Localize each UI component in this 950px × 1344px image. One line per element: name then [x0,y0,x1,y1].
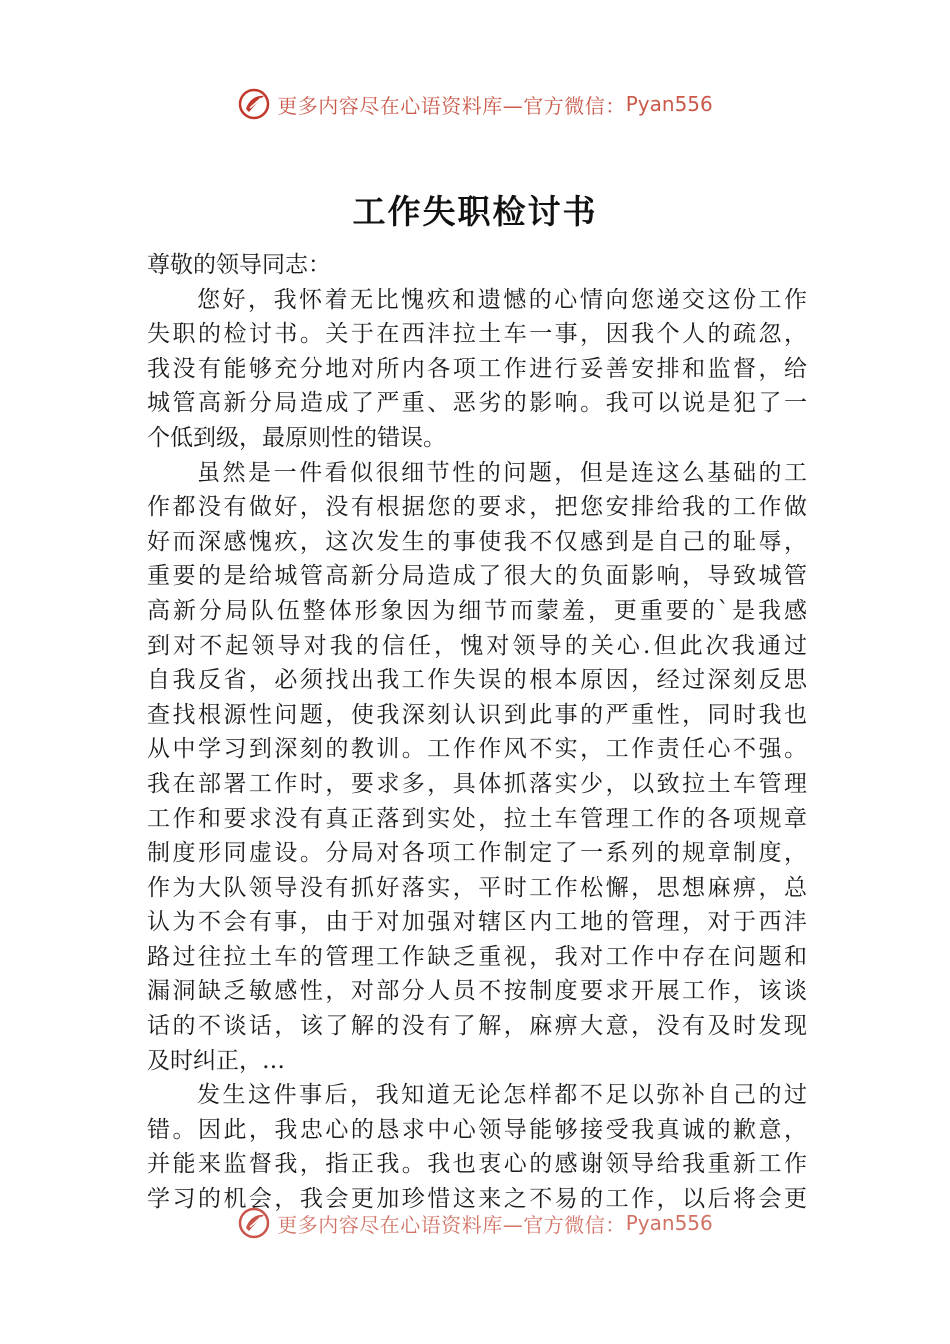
text-line: 查找根源性问题，使我深刻认识到此事的严重性，同时我也 [147,701,807,728]
watermark-text: 更多内容尽在心语资料库—官方微信： [277,93,626,118]
watermark-banner-top [0,84,950,124]
text-line: 我在部署工作时，要求多，具体抓落实少，以致拉土车管理 [147,770,807,797]
text-line: 学习的机会，我会更加珍惜这来之不易的工作，以后将会更 [147,1186,807,1213]
text-line: 您好，我怀着无比愧疚和遗憾的心情向您递交这份工作 [197,286,807,313]
brand-logo-icon [237,1206,271,1240]
text-line: 认为不会有事，由于对加强对辖区内工地的管理，对于西沣 [147,909,807,936]
text-line: 作都没有做好，没有根据您的要求，把您安排给我的工作做 [147,494,807,521]
salutation: 尊敬的领导同志： [147,252,331,278]
text-line: 个低到级，最原则性的错误。 [147,424,446,451]
document-title: 工作失职检讨书 [352,192,598,231]
text-line: 及时纠正，… [147,1047,285,1074]
brand-logo-icon [237,87,271,121]
text-line: 并能来监督我，指正我。我也衷心的感谢领导给我重新工作 [147,1151,807,1178]
text-line: 漏洞缺乏敏感性，对部分人员不按制度要求开展工作，该谈 [147,978,807,1005]
text-line: 城管高新分局造成了严重、恶劣的影响。我可以说是犯了一 [147,390,807,417]
text-line: 重要的是给城管高新分局造成了很大的负面影响，导致城管 [147,563,807,590]
text-line: 自我反省，必须找出我工作失误的根本原因，经过深刻反思 [147,667,807,694]
text-line: 话的不谈话，该了解的没有了解，麻痹大意，没有及时发现 [147,1013,807,1040]
watermark-wechat: Pyan556 [625,92,713,116]
watermark-text: 更多内容尽在心语资料库—官方微信： [277,1212,626,1237]
text-line: 工作和要求没有真正落到实处，拉土车管理工作的各项规章 [147,805,807,832]
document-body [147,248,807,1217]
text-line: 从中学习到深刻的教训。工作作风不实，工作责任心不强。 [147,736,807,763]
text-line: 路过往拉土车的管理工作缺乏重视，我对工作中存在问题和 [147,943,807,970]
text-line: 制度形同虚设。分局对各项工作制定了一系列的规章制度， [147,840,807,867]
text-line: 错。因此，我忠心的恳求中心领导能够接受我真诚的歉意， [147,1116,807,1143]
text-line: 高新分局队伍整体形象因为细节而蒙羞，更重要的`是我感 [147,597,807,624]
watermark-banner-bottom [0,1206,950,1240]
text-line: 好而深感愧疚，这次发生的事使我不仅感到是自己的耻辱， [147,528,807,555]
text-line: 虽然是一件看似很细节性的问题，但是连这么基础的工 [197,459,807,486]
text-line: 发生这件事后，我知道无论怎样都不足以弥补自己的过 [197,1082,807,1109]
text-line: 我没有能够充分地对所内各项工作进行妥善安排和监督，给 [147,355,807,382]
text-line: 失职的检讨书。关于在西沣拉土车一事，因我个人的疏忽， [147,321,807,348]
text-line: 到对不起领导对我的信任，愧对领导的关心.但此次我通过 [147,632,807,659]
text-line: 作为大队领导没有抓好落实，平时工作松懈，思想麻痹，总 [147,874,807,901]
watermark-wechat: Pyan556 [625,1211,713,1235]
paragraph-lines [147,283,807,1217]
